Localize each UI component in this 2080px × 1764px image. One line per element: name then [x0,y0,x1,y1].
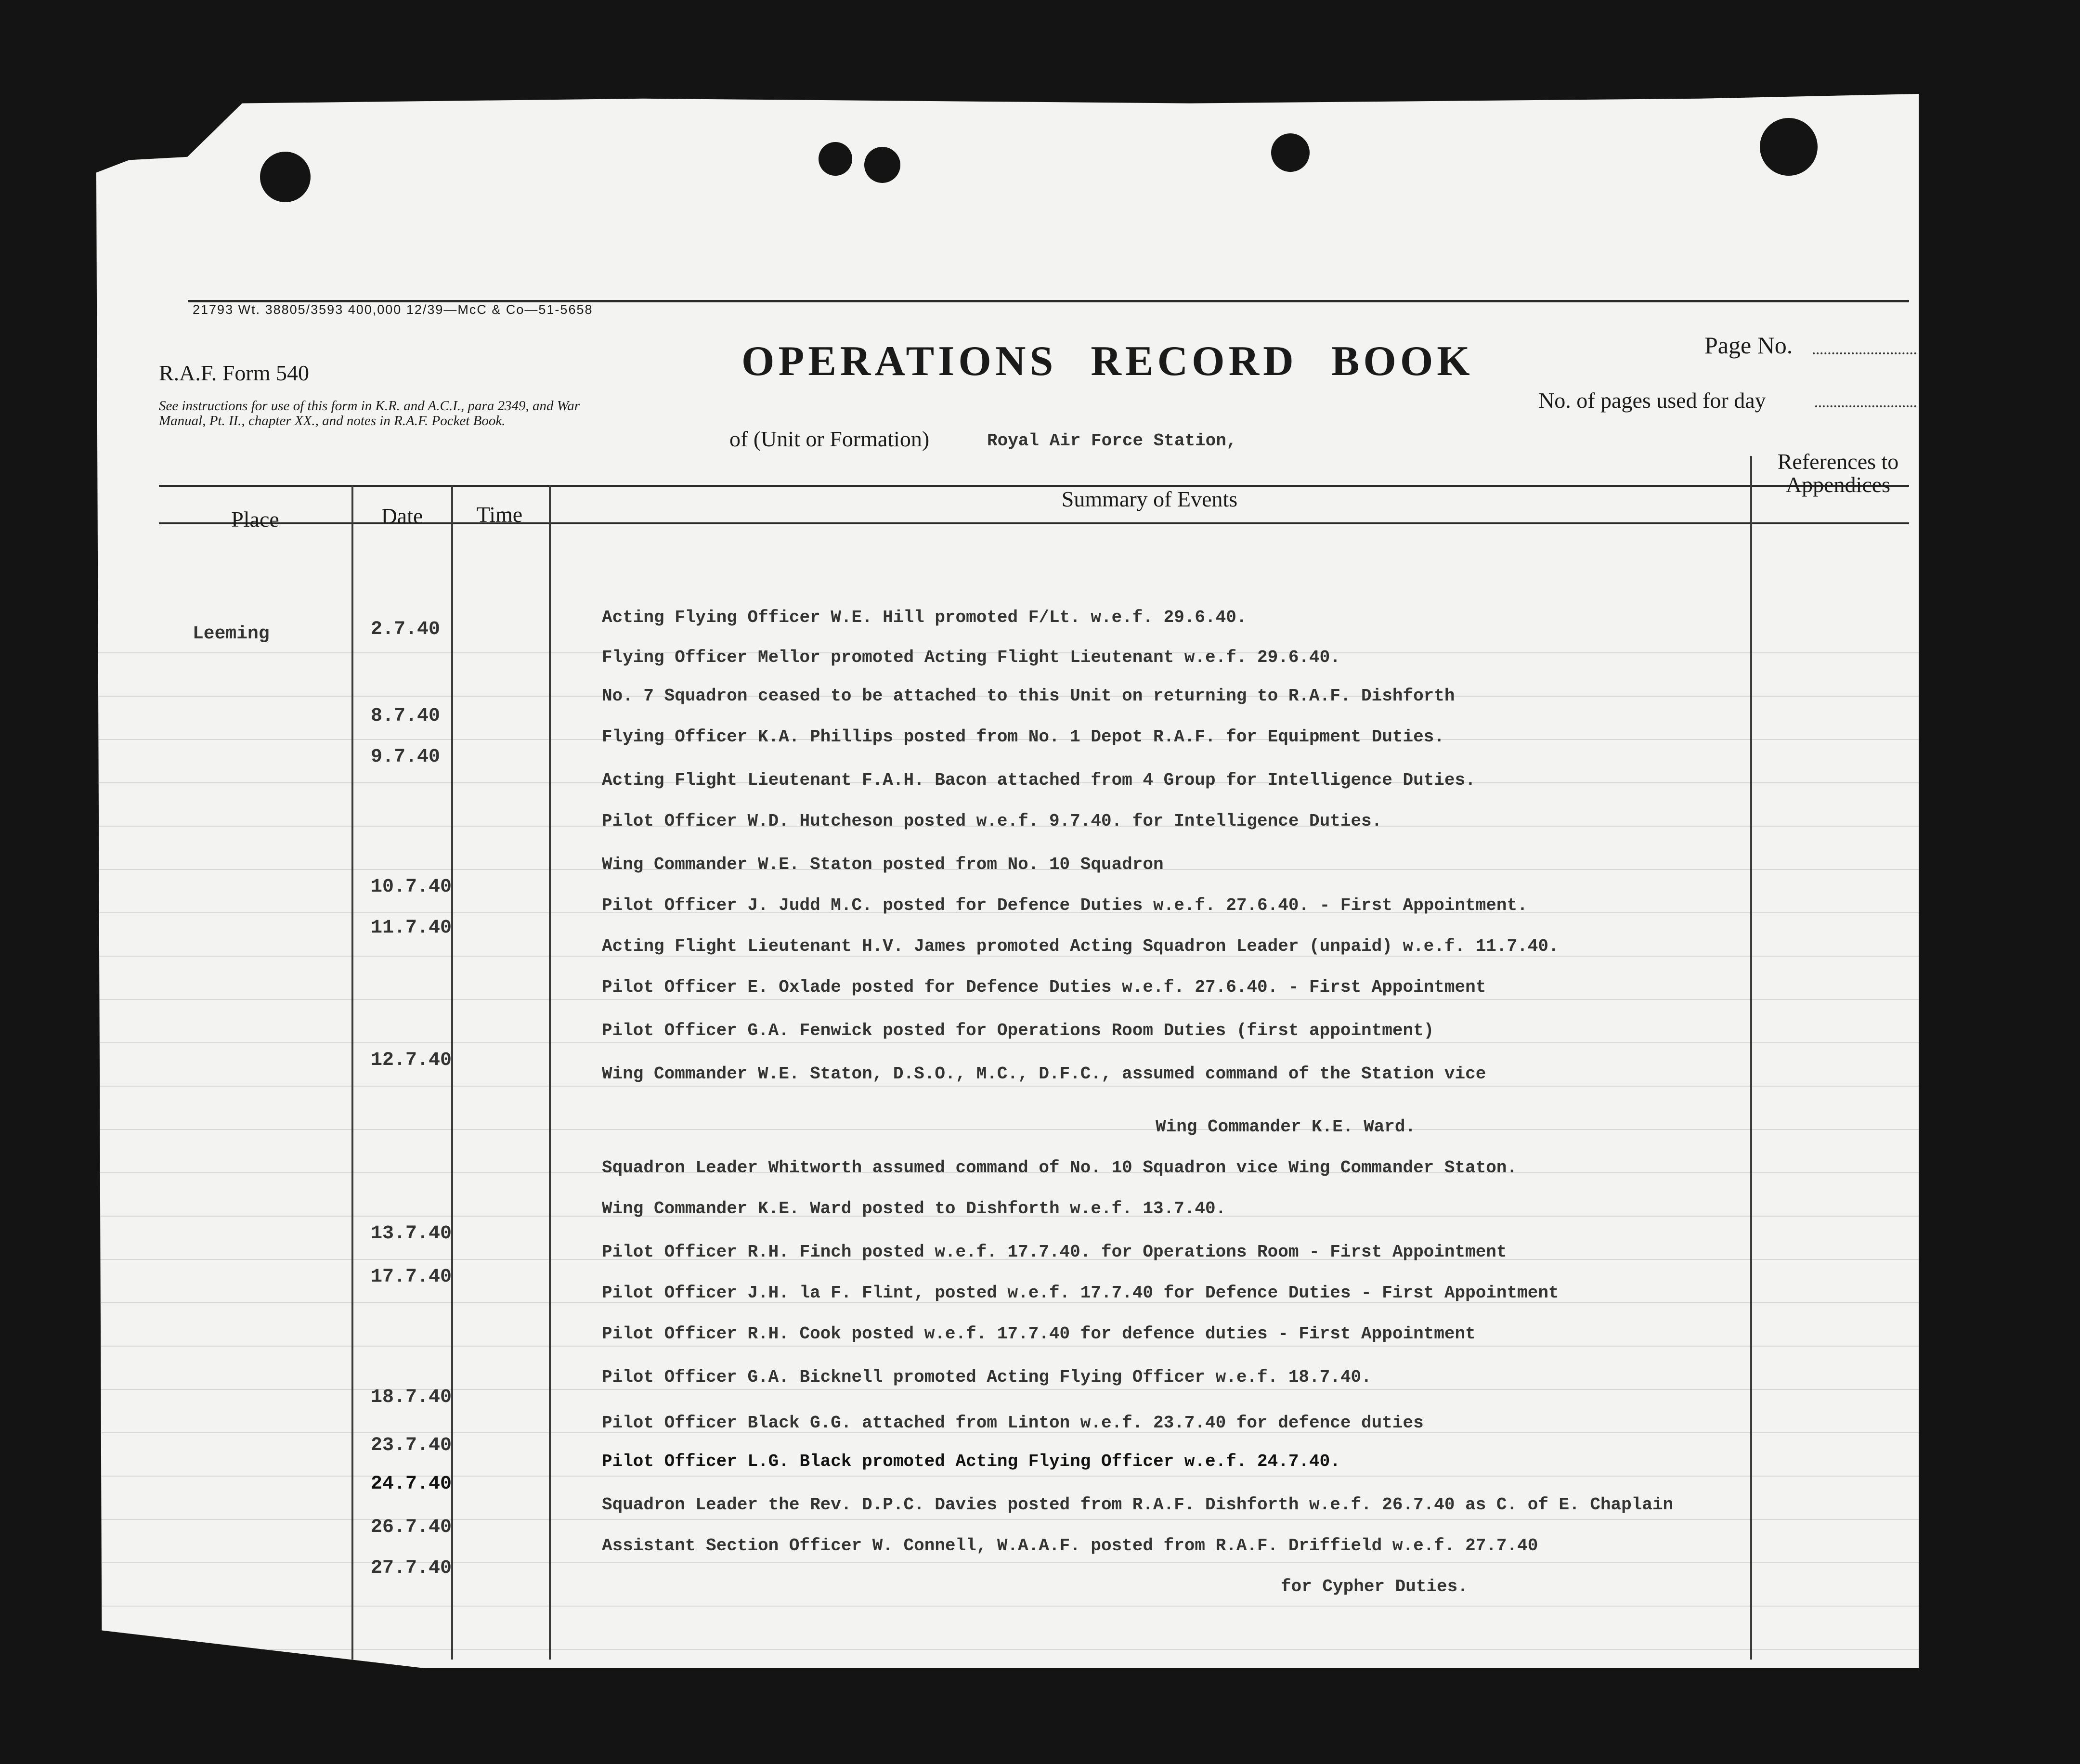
event-entry: Pilot Officer Black G.G. attached from Linton w.e.f. 23.7.40 for defence duties [602,1413,1424,1433]
event-entry: Squadron Leader the Rev. D.P.C. Davies posted from R.A.F. Dishforth w.e.f. 26.7.40 as C. of E. Chaplain [602,1495,1674,1515]
date-cell: 26.7.40 [371,1517,452,1538]
event-entry: No. 7 Squadron ceased to be attached to this Unit on returning to R.A.F. Dishforth [602,686,1455,706]
ruled-line [96,1476,1919,1477]
date-cell: 8.7.40 [371,705,441,727]
ruled-line [96,1606,1919,1607]
date-cell: 12.7.40 [371,1050,452,1071]
date-cell: 18.7.40 [371,1387,452,1408]
event-entry: Wing Commander W.E. Staton posted from No. 10 Squadron [602,855,1164,874]
column-header-time: Time [476,502,523,527]
pages-used-label: No. of pages used for day [1538,388,1766,413]
event-entry: Pilot Officer W.D. Hutcheson posted w.e.f. 9.7.40. for Intelligence Duties. [602,811,1382,831]
page-number-field [1813,352,1916,354]
date-cell: 2.7.40 [371,619,441,640]
column-divider [1750,456,1752,1660]
date-cell: 11.7.40 [371,917,452,939]
date-cell: 17.7.40 [371,1266,452,1288]
date-cell: 23.7.40 [371,1435,452,1456]
ruled-line [96,1086,1919,1087]
event-entry: Pilot Officer G.A. Bicknell promoted Acting Flying Officer w.e.f. 18.7.40. [602,1367,1372,1387]
page-number-label: Page No. [1704,332,1793,359]
event-entry: Pilot Officer G.A. Fenwick posted for Operations Room Duties (first appointment) [602,1021,1434,1040]
event-entry: Pilot Officer R.H. Cook posted w.e.f. 17.7.40 for defence duties - First Appointment [602,1324,1476,1344]
ruled-line [96,999,1919,1000]
column-divider [351,485,353,1660]
ruled-line [96,1649,1919,1650]
form-instructions: See instructions for use of this form in K.R. and A.C.I., para 2349, and War Manual, Pt. II., chapter XX., and notes in R.A.F. Pocket Book. [159,398,580,428]
event-entry: Acting Flight Lieutenant H.V. James promoted Acting Squadron Leader (unpaid) w.e.f. 11.7.40. [602,936,1559,956]
date-cell: 24.7.40 [371,1473,452,1495]
date-cell: 10.7.40 [371,876,452,898]
event-entry: Pilot Officer J.H. la F. Flint, posted w.e.f. 17.7.40 for Defence Duties - First Appointment [602,1283,1559,1303]
printer-reference: 21793 Wt. 38805/3593 400,000 12/39—McC & Co—51-5658 [193,302,593,317]
event-entry: Pilot Officer L.G. Black promoted Acting Flying Officer w.e.f. 24.7.40. [602,1452,1340,1471]
date-cell: 9.7.40 [371,746,441,768]
event-entry: Flying Officer K.A. Phillips posted from No. 1 Depot R.A.F. for Equipment Duties. [602,727,1444,747]
page-title: OPERATIONS RECORD BOOK [741,338,1474,385]
event-entry: Assistant Section Officer W. Connell, W.A.A.F. posted from R.A.F. Driffield w.e.f. 27.7.40 [602,1536,1538,1556]
event-entry: Pilot Officer R.H. Finch posted w.e.f. 17.7.40. for Operations Room - First Appointment [602,1242,1507,1262]
event-entry: Pilot Officer E. Oxlade posted for Defence Duties w.e.f. 27.6.40. - First Appointment [602,977,1486,997]
form-number: R.A.F. Form 540 [159,361,309,385]
ruled-line [96,1042,1919,1043]
column-header-place: Place [231,507,279,532]
ruled-line [96,1562,1919,1563]
date-cell: 13.7.40 [371,1223,452,1245]
event-entry: Wing Commander K.E. Ward posted to Dishforth w.e.f. 13.7.40. [602,1199,1226,1219]
unit-label: of (Unit or Formation) [729,427,930,451]
unit-value: Royal Air Force Station, [987,431,1237,451]
event-entry: Flying Officer Mellor promoted Acting Flight Lieutenant w.e.f. 29.6.40. [602,648,1340,667]
event-entry: Acting Flight Lieutenant F.A.H. Bacon attached from 4 Group for Intelligence Duties. [602,770,1476,790]
event-entry: Acting Flying Officer W.E. Hill promoted F/Lt. w.e.f. 29.6.40. [602,608,1247,627]
event-entry: Pilot Officer J. Judd M.C. posted for Defence Duties w.e.f. 27.6.40. - First Appointment. [602,895,1528,915]
column-header-summary: Summary of Events [1061,487,1238,511]
column-header-date: Date [381,504,423,528]
event-entry: Squadron Leader Whitworth assumed command of No. 10 Squadron vice Wing Commander Staton. [602,1158,1518,1178]
ruled-line [96,1346,1919,1347]
punch-hole [1760,118,1818,176]
punch-hole [260,152,311,202]
punch-hole [1271,133,1310,172]
ruled-line [96,1519,1919,1520]
column-divider [549,485,551,1660]
event-entry: Wing Commander W.E. Staton, D.S.O., M.C., D.F.C., assumed command of the Station vice [602,1064,1486,1084]
column-header-references: References to Appendices [1777,449,1899,497]
place-value: Leeming [193,623,270,644]
punch-hole [864,147,900,183]
pages-used-field [1815,405,1916,407]
event-entry: Wing Commander K.E. Ward. [1156,1117,1416,1137]
ruled-line [96,1389,1919,1390]
date-cell: 27.7.40 [371,1557,452,1579]
punch-hole [819,142,852,176]
event-entry: for Cypher Duties. [1281,1577,1468,1596]
